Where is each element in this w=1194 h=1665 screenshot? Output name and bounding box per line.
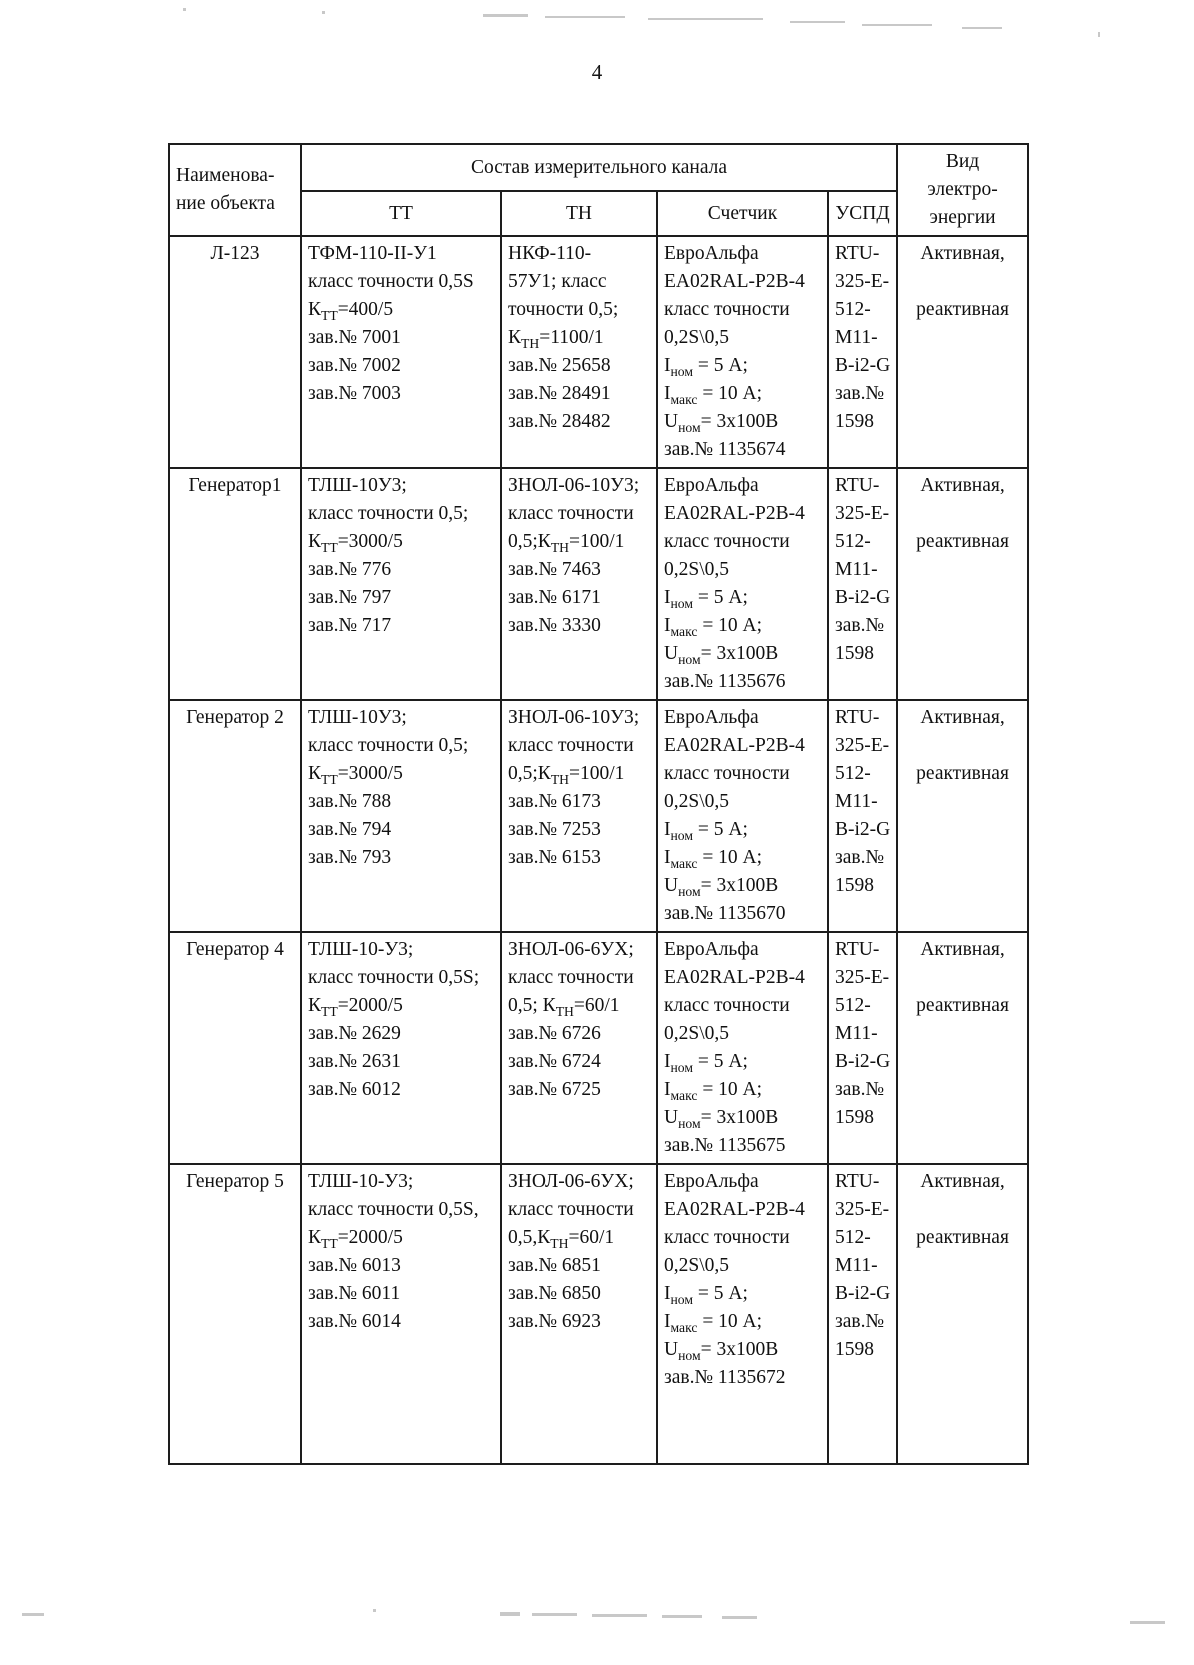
uspd-cell — [828, 1164, 897, 1464]
text-line: класс точности 0,5; — [308, 735, 469, 756]
scan-artifact — [790, 21, 845, 23]
text-line: реактивная — [916, 299, 1009, 320]
text-line: RTU- — [835, 475, 880, 496]
text-line: электро- — [927, 179, 998, 200]
text-line: зав.№ 6851 — [508, 1255, 601, 1276]
text-line: ние объекта — [176, 193, 275, 214]
text-line: Генератор 4 — [186, 939, 284, 960]
text-line: зав.№ 6724 — [508, 1051, 601, 1072]
text-line: зав.№ 6171 — [508, 587, 601, 608]
text-line: зав.№ 793 — [308, 847, 392, 868]
table-row — [169, 468, 1028, 700]
text-line: Вид — [945, 151, 980, 172]
text-line: 57У1; класс — [508, 271, 607, 292]
scan-artifact — [592, 1614, 647, 1617]
text-line: 1598 — [835, 1107, 874, 1128]
text-line: ТЛШ-10У3; — [308, 475, 407, 496]
text-line: зав.№ 6012 — [308, 1079, 401, 1100]
tt-cell — [301, 468, 501, 700]
text-line: зав.№ 28491 — [508, 383, 611, 404]
text-line: зав.№ 6173 — [508, 791, 601, 812]
header-tn: ТН — [501, 191, 657, 236]
text-line: точности 0,5; — [508, 299, 619, 320]
text-line: класс точности 0,5S; — [308, 967, 480, 988]
text-line: класс точности — [508, 1199, 634, 1220]
text-line: EA02RAL-P2B-4 — [664, 967, 805, 988]
text-line: зав.№ 1135674 — [664, 439, 786, 460]
text-line: класс точности — [508, 735, 634, 756]
text-line: зав.№ 7001 — [308, 327, 401, 348]
text-line: 0,2S\0,5 — [664, 1023, 730, 1044]
text-line: RTU- — [835, 707, 880, 728]
text-line: ТЛШ-10У3; — [308, 707, 407, 728]
scan-artifact — [532, 1613, 577, 1616]
text-line: класс точности — [508, 967, 634, 988]
tt-cell — [301, 932, 501, 1164]
scan-artifact — [545, 16, 625, 18]
scan-artifact — [962, 27, 1002, 29]
text-line: зав.№ 6850 — [508, 1283, 601, 1304]
text-line: зав.№ — [835, 1079, 885, 1100]
text-line: $К_{ТТ}=3000/5$ — [308, 531, 403, 555]
text-line: реактивная — [916, 763, 1009, 784]
text-line: B-i2-G — [835, 819, 891, 840]
text-line: 512- — [835, 995, 871, 1016]
text-line: 512- — [835, 763, 871, 784]
energy-cell — [897, 932, 1028, 1164]
text-line: энергии — [929, 207, 996, 228]
text-line: зав.№ 25658 — [508, 355, 611, 376]
text-line: зав.№ 3330 — [508, 615, 601, 636]
text-line: $0,5;К_{ТН}=100/1$ — [508, 531, 625, 555]
text-line: ЕвроАльфа — [664, 707, 759, 728]
scan-artifact — [662, 1615, 702, 1618]
scan-artifact — [322, 11, 325, 14]
header-meter: Счетчик — [657, 191, 828, 236]
measuring-channel-table — [168, 143, 1029, 1465]
scan-artifact — [1098, 32, 1100, 37]
text-line: зав.№ 6726 — [508, 1023, 601, 1044]
text-line: зав.№ 6725 — [508, 1079, 601, 1100]
text-line: $0,5,К_{ТН}=60/1$ — [508, 1227, 615, 1251]
text-line: $I_{ном} = 5$ А; — [664, 1051, 748, 1075]
text-line: $К_{ТТ}=3000/5$ — [308, 763, 403, 787]
text-line: B-i2-G — [835, 355, 891, 376]
text-line: M11- — [835, 1023, 878, 1044]
text-line: Наименова- — [176, 165, 275, 186]
text-line: EA02RAL-P2B-4 — [664, 503, 805, 524]
text-line: Генератор 5 — [186, 1171, 284, 1192]
scan-artifact — [483, 14, 528, 17]
text-line: зав.№ 1135670 — [664, 903, 786, 924]
text-line: Генератор 2 — [186, 707, 284, 728]
text-line: $U_{ном}= 3х100В$ — [664, 411, 779, 435]
text-line: зав.№ 6013 — [308, 1255, 401, 1276]
text-line: ЕвроАльфа — [664, 243, 759, 264]
text-line: Л-123 — [210, 243, 260, 264]
text-line — [904, 268, 1021, 296]
text-line: класс точности 0,5S — [308, 271, 474, 292]
text-line: зав.№ 6153 — [508, 847, 601, 868]
text-line: 0,2S\0,5 — [664, 559, 730, 580]
text-line: B-i2-G — [835, 1051, 891, 1072]
header-uspd: УСПД — [828, 191, 897, 236]
text-line: ЕвроАльфа — [664, 1171, 759, 1192]
text-line: Активная, — [920, 939, 1005, 960]
tn-cell — [501, 468, 657, 700]
text-line: зав.№ 7003 — [308, 383, 401, 404]
text-line: B-i2-G — [835, 587, 891, 608]
text-line: 0,2S\0,5 — [664, 1255, 730, 1276]
text-line: $0,5;К_{ТН}=100/1$ — [508, 763, 625, 787]
text-line: класс точности — [664, 995, 790, 1016]
scan-artifact — [1130, 1621, 1165, 1624]
text-line: $I_{макс} = 10$ А; — [664, 615, 763, 639]
text-line: 325-E- — [835, 271, 890, 292]
text-line: зав.№ — [835, 383, 885, 404]
text-line: M11- — [835, 559, 878, 580]
text-line: Активная, — [920, 1171, 1005, 1192]
text-line: НКФ-110- — [508, 243, 592, 264]
text-line: зав.№ 1135672 — [664, 1367, 786, 1388]
object-cell — [169, 700, 301, 932]
text-line: Активная, — [920, 707, 1005, 728]
text-line: ТФМ-110-II-У1 — [308, 243, 437, 264]
text-line: ЗНОЛ-06-10У3; — [508, 475, 640, 496]
text-line — [904, 732, 1021, 760]
scan-artifact — [648, 18, 763, 20]
text-line: EA02RAL-P2B-4 — [664, 1199, 805, 1220]
text-line: $I_{макс} = 10$ А; — [664, 847, 763, 871]
text-line: 1598 — [835, 1339, 874, 1360]
energy-cell — [897, 236, 1028, 468]
uspd-cell — [828, 932, 897, 1164]
text-line: зав.№ 788 — [308, 791, 392, 812]
text-line: $К_{ТТ}=400/5$ — [308, 299, 394, 323]
header-tt: ТТ — [301, 191, 501, 236]
text-line: Активная, — [920, 243, 1005, 264]
tn-cell — [501, 700, 657, 932]
tt-cell — [301, 700, 501, 932]
text-line: зав.№ 794 — [308, 819, 392, 840]
header-row-1 — [169, 144, 1028, 191]
scan-artifact — [183, 8, 186, 11]
energy-cell — [897, 468, 1028, 700]
text-line: $U_{ном}= 3х100В$ — [664, 875, 779, 899]
text-line: 1598 — [835, 411, 874, 432]
text-line: 325-E- — [835, 967, 890, 988]
text-line: реактивная — [916, 1227, 1009, 1248]
text-line: ТЛШ-10-У3; — [308, 939, 414, 960]
object-cell — [169, 932, 301, 1164]
text-line: зав.№ 6011 — [308, 1283, 401, 1304]
meter-cell — [657, 236, 828, 468]
object-cell — [169, 1164, 301, 1464]
tn-cell — [501, 932, 657, 1164]
text-line: $I_{ном} = 5$ А; — [664, 355, 748, 379]
text-line: Генератор1 — [188, 475, 282, 496]
text-line: $U_{ном}= 3х100В$ — [664, 1107, 779, 1131]
text-line: класс точности 0,5S, — [308, 1199, 479, 1220]
text-line: ЗНОЛ-06-6УХ; — [508, 1171, 634, 1192]
table-row — [169, 236, 1028, 468]
text-line: 0,2S\0,5 — [664, 327, 730, 348]
text-line: ЕвроАльфа — [664, 475, 759, 496]
text-line: B-i2-G — [835, 1283, 891, 1304]
meter-cell — [657, 1164, 828, 1464]
text-line: $U_{ном}= 3х100В$ — [664, 643, 779, 667]
uspd-cell — [828, 236, 897, 468]
text-line: RTU- — [835, 1171, 880, 1192]
scan-artifact — [862, 24, 932, 26]
text-line: зав.№ 2631 — [308, 1051, 401, 1072]
text-line: $К_{ТТ}=2000/5$ — [308, 1227, 403, 1251]
text-line: RTU- — [835, 939, 880, 960]
table-row — [169, 932, 1028, 1164]
text-line: 325-E- — [835, 503, 890, 524]
meter-cell — [657, 932, 828, 1164]
text-line: зав.№ 7002 — [308, 355, 401, 376]
text-line: зав.№ 1135675 — [664, 1135, 786, 1156]
text-line: ЗНОЛ-06-10У3; — [508, 707, 640, 728]
tt-cell — [301, 236, 501, 468]
scan-artifact — [500, 1612, 520, 1616]
text-line: M11- — [835, 1255, 878, 1276]
header-energy-column — [897, 144, 1028, 236]
object-cell — [169, 236, 301, 468]
text-line — [904, 1196, 1021, 1224]
table-row — [169, 700, 1028, 932]
text-line: зав.№ — [835, 1311, 885, 1332]
text-line: $К_{ТТ}=2000/5$ — [308, 995, 403, 1019]
text-line: класс точности — [664, 299, 790, 320]
tn-cell — [501, 236, 657, 468]
text-line: 325-E- — [835, 735, 890, 756]
scan-artifact — [22, 1613, 44, 1616]
header-object-column — [169, 144, 301, 236]
uspd-cell — [828, 700, 897, 932]
text-line: $I_{ном} = 5$ А; — [664, 819, 748, 843]
header-channel-group: Состав измерительного канала — [301, 144, 897, 191]
text-line: $I_{ном} = 5$ А; — [664, 587, 748, 611]
text-line: зав.№ 28482 — [508, 411, 611, 432]
text-line: реактивная — [916, 531, 1009, 552]
text-line: зав.№ — [835, 847, 885, 868]
text-line: класс точности — [664, 763, 790, 784]
scan-artifact — [722, 1616, 757, 1619]
text-line: $I_{макс} = 10$ А; — [664, 1311, 763, 1335]
meter-cell — [657, 700, 828, 932]
text-line — [904, 500, 1021, 528]
text-line: зав.№ 6923 — [508, 1311, 601, 1332]
text-line: класс точности — [664, 1227, 790, 1248]
text-line: зав.№ 717 — [308, 615, 392, 636]
text-line: 512- — [835, 1227, 871, 1248]
text-line: класс точности — [508, 503, 634, 524]
page-number: 4 — [591, 60, 603, 84]
text-line: $I_{ном} = 5$ А; — [664, 1283, 748, 1307]
text-line: зав.№ 7463 — [508, 559, 601, 580]
text-line: ТЛШ-10-У3; — [308, 1171, 414, 1192]
text-line: 1598 — [835, 643, 874, 664]
text-line: зав.№ 1135676 — [664, 671, 786, 692]
text-line: ЗНОЛ-06-6УХ; — [508, 939, 634, 960]
table-body — [169, 236, 1028, 1464]
text-line: $U_{ном}= 3х100В$ — [664, 1339, 779, 1363]
uspd-cell — [828, 468, 897, 700]
text-line: EA02RAL-P2B-4 — [664, 735, 805, 756]
text-line: зав.№ 7253 — [508, 819, 601, 840]
text-line: Активная, — [920, 475, 1005, 496]
scan-artifact — [373, 1609, 376, 1612]
text-line: M11- — [835, 327, 878, 348]
text-line: ЕвроАльфа — [664, 939, 759, 960]
text-line: 512- — [835, 299, 871, 320]
tt-cell — [301, 1164, 501, 1464]
text-line: EA02RAL-P2B-4 — [664, 271, 805, 292]
text-line: 0,2S\0,5 — [664, 791, 730, 812]
text-line: 1598 — [835, 875, 874, 896]
text-line — [904, 964, 1021, 992]
energy-cell — [897, 1164, 1028, 1464]
text-line: зав.№ 797 — [308, 587, 392, 608]
text-line: RTU- — [835, 243, 880, 264]
text-line: зав.№ — [835, 615, 885, 636]
text-line: зав.№ 2629 — [308, 1023, 401, 1044]
text-line: $К_{ТН}=1100/1$ — [508, 327, 604, 351]
text-line: класс точности 0,5; — [308, 503, 469, 524]
text-line: 0,5; $К_{ТН}=60/1$ — [508, 995, 620, 1019]
text-line: зав.№ 776 — [308, 559, 392, 580]
text-line: $I_{макс} = 10$ А; — [664, 383, 763, 407]
meter-cell — [657, 468, 828, 700]
text-line: реактивная — [916, 995, 1009, 1016]
text-line: зав.№ 6014 — [308, 1311, 401, 1332]
tn-cell — [501, 1164, 657, 1464]
energy-cell — [897, 700, 1028, 932]
text-line: 512- — [835, 531, 871, 552]
text-line: 325-E- — [835, 1199, 890, 1220]
object-cell — [169, 468, 301, 700]
text-line: класс точности — [664, 531, 790, 552]
table-row — [169, 1164, 1028, 1464]
text-line: $I_{макс} = 10$ А; — [664, 1079, 763, 1103]
text-line: M11- — [835, 791, 878, 812]
